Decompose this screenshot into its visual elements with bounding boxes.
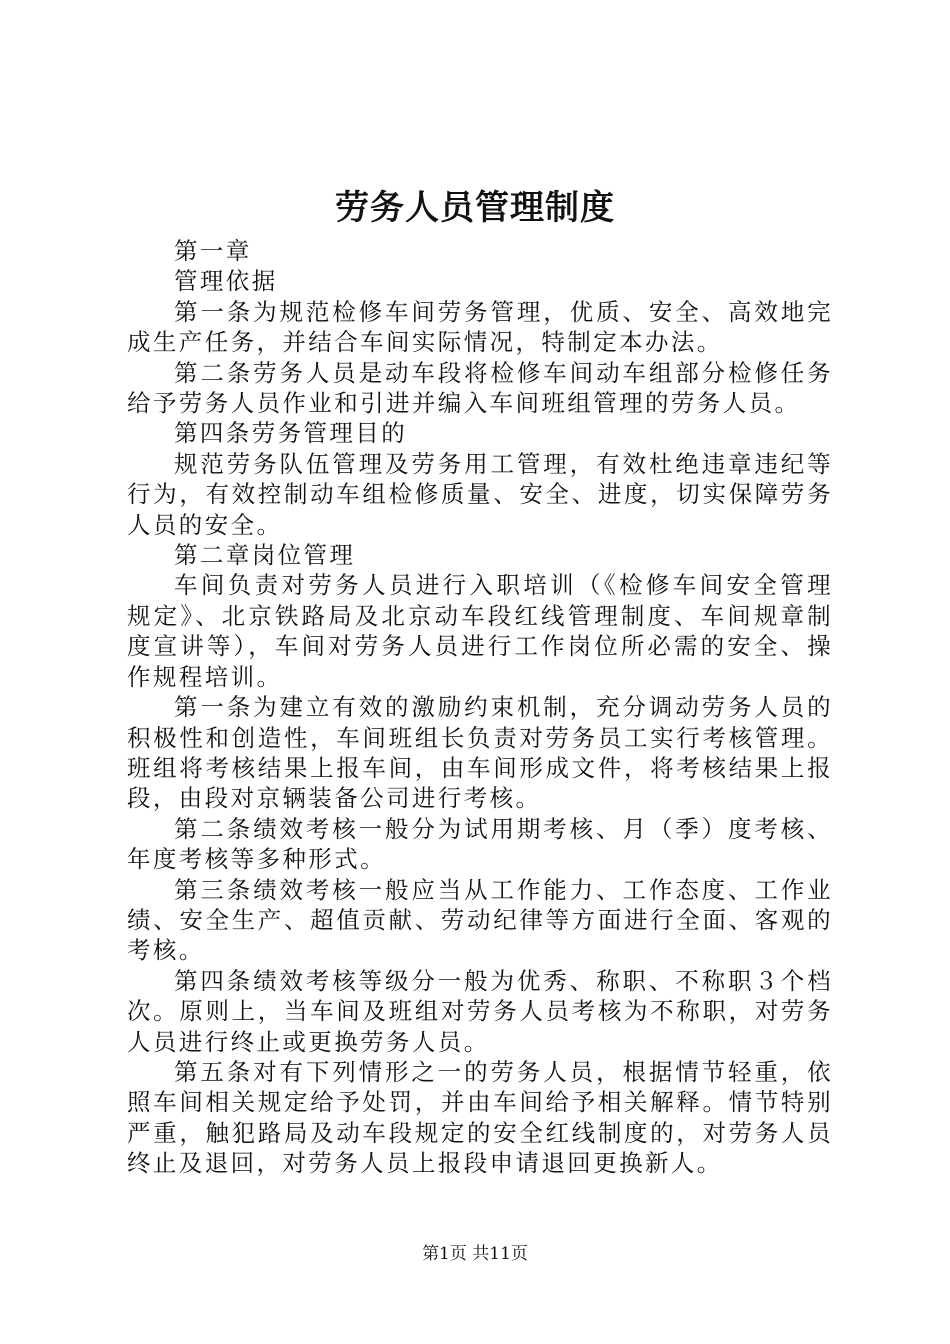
paragraph-section-basis: 管理依据 bbox=[174, 267, 278, 296]
paragraph: 第二条劳务人员是动车段将检修车间动车组部分检修任务给予劳务人员作业和引进并编入车间班组管理的劳务人员。 bbox=[127, 358, 833, 418]
paragraph: 第二条绩效考核一般分为试用期考核、月（季）度考核、年度考核等多种形式。 bbox=[127, 814, 833, 874]
paragraph: 第一条为建立有效的激励约束机制，充分调动劳务人员的积极性和创造性，车间班组长负责对劳务员工实行考核管理。班组将考核结果上报车间，由车间形成文件，将考核结果上报段，由段对京辆装备公司进行考核。 bbox=[127, 693, 833, 813]
paragraph: 第四条劳务管理目的 bbox=[174, 419, 408, 448]
paragraph: 第四条绩效考核等级分一般为优秀、称职、不称职３个档次。原则上，当车间及班组对劳务人员考核为不称职，对劳务人员进行终止或更换劳务人员。 bbox=[127, 966, 833, 1056]
paragraph: 第一条为规范检修车间劳务管理，优质、安全、高效地完成生产任务，并结合车间实际情况，特制定本办法。 bbox=[127, 297, 833, 357]
paragraph-chapter-2: 第二章岗位管理 bbox=[174, 541, 356, 570]
document-title: 劳务人员管理制度 bbox=[335, 188, 615, 228]
document-body bbox=[127, 236, 833, 1179]
paragraph-chapter-1: 第一章 bbox=[174, 237, 252, 265]
paragraph: 第三条绩效考核一般应当从工作能力、工作态度、工作业绩、安全生产、超值贡献、劳动纪律等方面进行全面、客观的考核。 bbox=[127, 875, 833, 965]
page-footer: 第1页 共11页 bbox=[422, 1244, 528, 1264]
paragraph: 第五条对有下列情形之一的劳务人员，根据情节轻重，依照车间相关规定给予处罚，并由车间给予相关解释。情节特别严重，触犯路局及动车段规定的安全红线制度的，对劳务人员终止及退回，对劳务人员上报段申请退回更换新人。 bbox=[127, 1057, 833, 1178]
paragraph: 车间负责对劳务人员进行入职培训（《检修车间安全管理规定》、北京铁路局及北京动车段红线管理制度、车间规章制度宣讲等），车间对劳务人员进行工作岗位所必需的安全、操作规程培训。 bbox=[127, 571, 833, 691]
paragraph: 规范劳务队伍管理及劳务用工管理，有效杜绝违章违纪等行为，有效控制动车组检修质量、安全、进度，切实保障劳务人员的安全。 bbox=[127, 449, 833, 539]
